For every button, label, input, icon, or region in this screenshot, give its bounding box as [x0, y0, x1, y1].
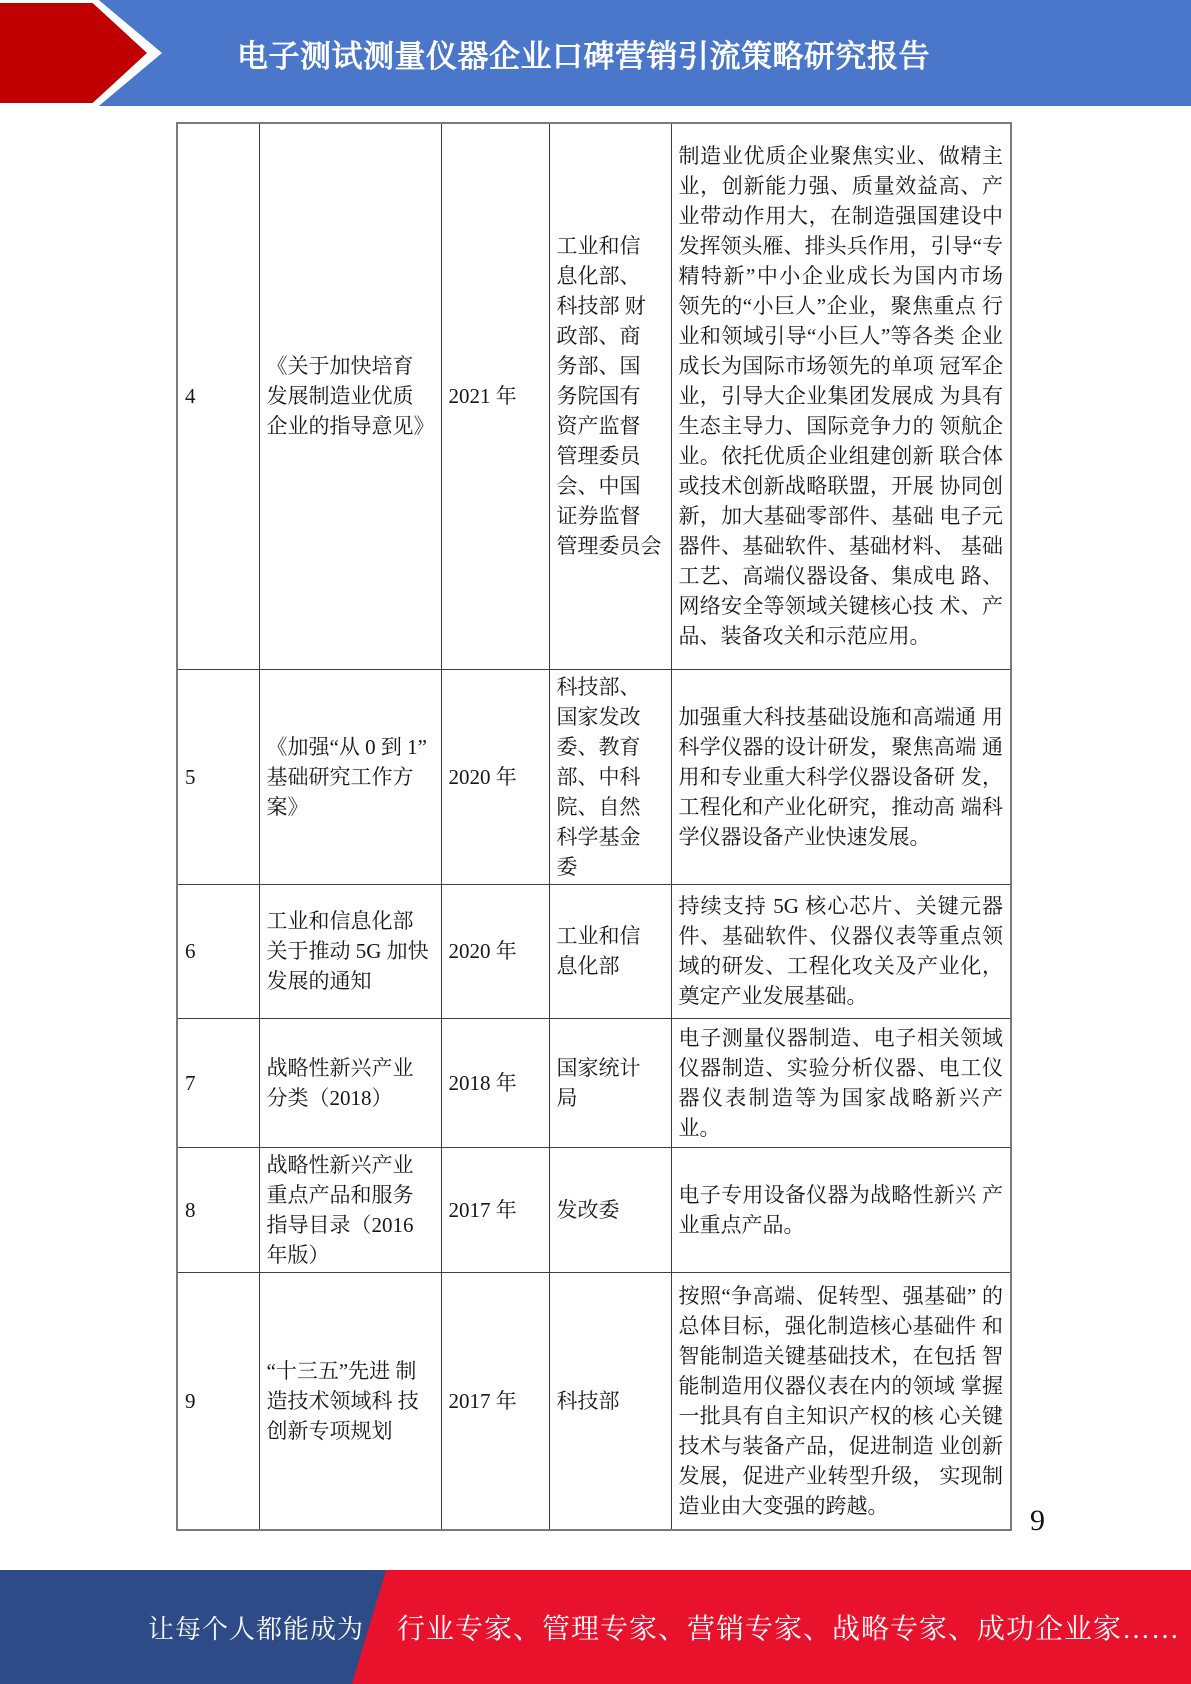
row-number: 4: [177, 123, 259, 669]
table-row: [177, 1018, 1011, 1147]
policy-content: 加强重大科技基础设施和高端通 用科学仪器的设计研发，聚焦高端 通用和专业重大科学仪器设备研 发，工程化和产业化研究，推动高 端科学仪器设备产业快速发展。: [671, 669, 1011, 884]
policy-content: 按照“争高端、促转型、强基础” 的总体目标，强化制造核心基础件 和智能制造关键基础技术，在包括 智能制造用仪器仪表在内的领域 掌握一批具有自主知识产权的核 心关键技术与装备产品，促进制造 业创新发展，促进产业转型升级， 实现制造业由大变强的跨越。: [671, 1272, 1011, 1530]
policy-table: [176, 122, 1012, 1531]
row-number: 7: [177, 1018, 259, 1147]
policy-year: 2017 年: [441, 1272, 549, 1530]
header-arrow-icon: [0, 0, 166, 106]
policy-department: 国家统计 局: [549, 1018, 671, 1147]
policy-name: 战略性新兴产业 分类（2018）: [259, 1018, 441, 1147]
policy-department: 工业和信 息化部、 科技部 财 政部、商 务部、国 务院国有 资产监督 管理委员会、中国 证券监督 管理委员会: [549, 123, 671, 669]
arrow-red-icon: [0, 3, 147, 103]
table-row: [177, 884, 1011, 1018]
policy-department: 科技部: [549, 1272, 671, 1530]
row-number: 5: [177, 669, 259, 884]
policy-content: 电子专用设备仪器为战略性新兴 产业重点产品。: [671, 1147, 1011, 1272]
policy-name: 《关于加快培育 发展制造业优质 企业的指导意见》: [259, 123, 441, 669]
policy-year: 2021 年: [441, 123, 549, 669]
policy-department: 发改委: [549, 1147, 671, 1272]
policy-content: 电子测量仪器制造、电子相关领域仪器制造、实验分析仪器、电工仪器仪表制造等为国家战略新兴产业。: [671, 1018, 1011, 1147]
policy-department: 工业和信 息化部: [549, 884, 671, 1018]
policy-year: 2018 年: [441, 1018, 549, 1147]
footer-slogan-left: 让每个人都能成为: [148, 1614, 365, 1644]
row-number: 8: [177, 1147, 259, 1272]
policy-department: 科技部、 国家发改 委、教育 部、中科 院、自然 科学基金 委: [549, 669, 671, 884]
policy-name: 战略性新兴产业 重点产品和服务 指导目录（2016 年版）: [259, 1147, 441, 1272]
policy-name: “十三五”先进 制造技术领域科 技创新专项规划: [259, 1272, 441, 1530]
policy-year: 2020 年: [441, 669, 549, 884]
page-number: 9: [1030, 1504, 1045, 1537]
row-number: 6: [177, 884, 259, 1018]
policy-year: 2017 年: [441, 1147, 549, 1272]
footer-slogan-right: 行业专家、管理专家、营销专家、战略专家、成功企业家……: [397, 1614, 1181, 1645]
table-row: [177, 1147, 1011, 1272]
policy-content: 制造业优质企业聚焦实业、做精主业，创新能力强、质量效益高、产业带动作用大，在制造强国建设中发挥领头雁、排头兵作用，引导“专精特新”中小企业成长为国内市场 领先的“小巨人”企业，聚焦重点 行业和领域引导“小巨人”等各类 企业成长为国际市场领先的单项 冠军企业，引导大企业集团发展成 为具有生态主导力、国际竞争力的 领航企业。依托优质企业组建创新 联合体或技术创新战略联盟，开展 协同创新，加大基础零部件、基础 电子元器件、基础软件、基础材料、 基础工艺、高端仪器设备、集成电 路、网络安全等领域关键核心技 术、产品、装备攻关和示范应用。: [671, 123, 1011, 669]
page-title: 电子测试测量仪器企业口碑营销引流策略研究报告: [237, 38, 930, 74]
page-footer: [0, 1570, 1191, 1684]
table-row: [177, 669, 1011, 884]
policy-name: 《加强“从 0 到 1” 基础研究工作方案》: [259, 669, 441, 884]
table-row: [177, 1272, 1011, 1530]
table-row: [177, 123, 1011, 669]
policy-year: 2020 年: [441, 884, 549, 1018]
row-number: 9: [177, 1272, 259, 1530]
policy-content: 持续支持 5G 核心芯片、关键元器件、基础软件、仪器仪表等重点领域的研发、工程化攻关及产业化，奠定产业发展基础。: [671, 884, 1011, 1018]
policy-name: 工业和信息化部 关于推动 5G 加快 发展的通知: [259, 884, 441, 1018]
header-banner: [0, 0, 1191, 106]
